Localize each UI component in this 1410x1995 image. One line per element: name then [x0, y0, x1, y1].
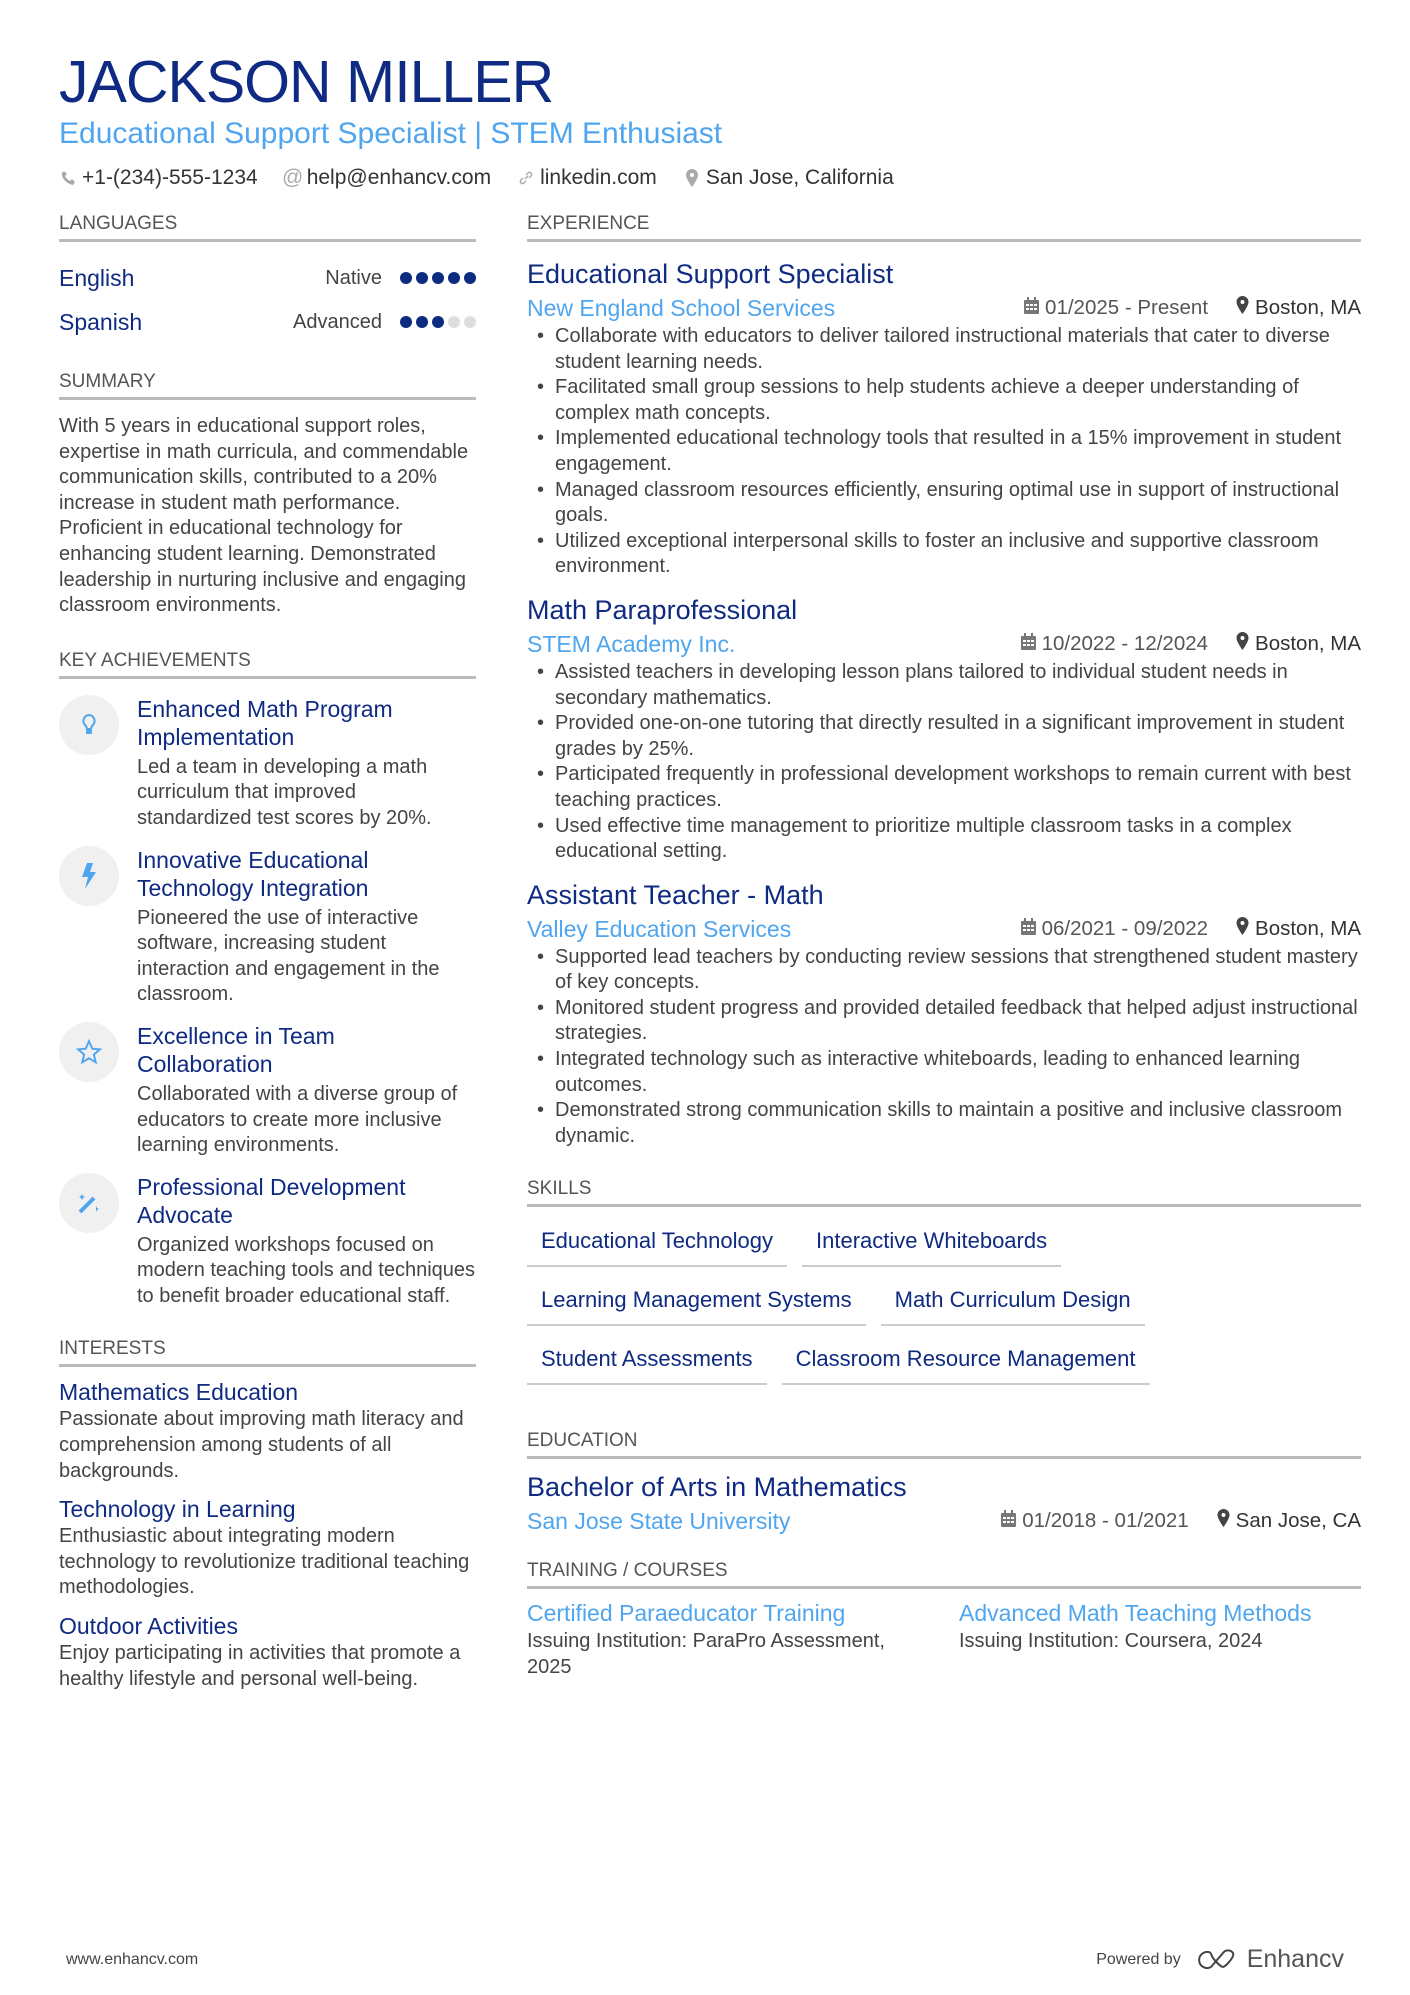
achievement-title: Excellence in Team Collaboration	[137, 1022, 335, 1077]
job-bullet: • Integrated technology such as interactive whiteboards, leading to enhanced learning outcomes.	[527, 1047, 1361, 1098]
job-bullets	[527, 660, 1361, 865]
footer-url[interactable]: www.enhancv.com	[66, 1950, 199, 1968]
job-bullet: • Assisted teachers in developing lesson plans tailored to individual student needs in secondary mathematics.	[527, 660, 1361, 711]
interest-item	[59, 1494, 476, 1601]
rating-dot	[416, 272, 428, 284]
language-rating	[400, 316, 476, 328]
achievement-item	[59, 846, 476, 1008]
calendar-icon	[1024, 292, 1039, 324]
course-item	[959, 1597, 1361, 1680]
summary-heading: SUMMARY	[59, 370, 476, 400]
training-heading: TRAINING / COURSES	[527, 1559, 1361, 1589]
job-bullet: • Monitored student progress and provided detailed feedback that helped adjust instructional strategies.	[527, 996, 1361, 1047]
job-location-text: Boston, MA	[1255, 296, 1361, 319]
job-bullet: • Facilitated small group sessions to help students achieve a deeper understanding of complex math concepts.	[527, 375, 1361, 426]
link-icon	[517, 168, 535, 188]
job-bullets	[527, 324, 1361, 580]
job-dates-text: 01/2025 - Present	[1045, 296, 1209, 319]
location-icon	[1236, 913, 1249, 945]
language-name: Spanish	[59, 308, 143, 335]
interest-title: Mathematics Education	[59, 1379, 299, 1406]
star-icon	[59, 1022, 119, 1082]
phone-icon	[59, 168, 77, 188]
job-entry	[527, 256, 1361, 580]
job-dates-text: 06/2021 - 09/2022	[1041, 916, 1209, 940]
rating-dot	[464, 316, 476, 328]
lightbulb-icon	[59, 695, 119, 755]
skill-tag: Classroom Resource Management	[782, 1339, 1150, 1385]
right-column	[527, 212, 1361, 1681]
course-text: Issuing Institution: Coursera, 2024	[959, 1630, 1263, 1653]
language-level: Advanced	[293, 310, 382, 333]
interest-text: Passionate about improving math literacy and comprehension among students of all backgrounds.	[59, 1408, 464, 1482]
rating-dot	[448, 316, 460, 328]
job-entry	[527, 877, 1361, 1150]
lightning-icon	[59, 846, 119, 906]
brand-name: Enhancv	[1246, 1945, 1344, 1973]
rating-dot	[432, 316, 444, 328]
rating-dot	[464, 272, 476, 284]
job-bullet: • Collaborate with educators to deliver tailored instructional materials that cater to diverse student learning needs.	[527, 324, 1361, 375]
footer	[66, 1945, 1344, 1974]
job-bullet: • Supported lead teachers by conducting review sessions that strengthened student mastery of key concepts.	[527, 945, 1361, 996]
job-bullet: • Used effective time management to prioritize multiple classroom tasks in a complex educational setting.	[527, 814, 1361, 865]
interest-item	[59, 1611, 476, 1692]
job-bullet: • Demonstrated strong communication skills to maintain a positive and inclusive classroom dynamic.	[527, 1098, 1361, 1149]
achievement-item	[59, 695, 476, 832]
job-title: Math Paraprofessional	[527, 594, 798, 625]
linkedin[interactable]: linkedin.com	[540, 166, 657, 189]
skill-tag: Learning Management Systems	[527, 1280, 866, 1326]
language-rating	[400, 272, 476, 284]
achievement-text: Organized workshops focused on modern teaching tools and techniques to benefit broader educational staff.	[137, 1233, 476, 1307]
job-dates	[1021, 913, 1208, 945]
job-entry	[527, 592, 1361, 865]
candidate-name: JACKSON MILLER	[59, 49, 554, 115]
location-icon	[1236, 292, 1249, 324]
interest-text: Enthusiastic about integrating modern technology to revolutionize traditional teaching methodologies.	[59, 1525, 470, 1599]
interest-item	[59, 1377, 476, 1484]
job-dates	[1021, 628, 1208, 660]
skill-tag: Student Assessments	[527, 1339, 767, 1385]
education-location-text: San Jose, CA	[1235, 1509, 1361, 1533]
interests-heading: INTERESTS	[59, 1337, 476, 1367]
experience-list	[527, 256, 1361, 1149]
rating-dot	[432, 272, 444, 284]
calendar-icon	[1001, 1505, 1016, 1537]
interests-list	[59, 1377, 476, 1692]
company: Valley Education Services	[527, 915, 792, 942]
languages-heading: LANGUAGES	[59, 212, 476, 242]
achievements-list	[59, 695, 476, 1310]
interest-title: Outdoor Activities	[59, 1613, 238, 1640]
job-bullet: • Implemented educational technology tools that resulted in a 15% improvement in student engagement.	[527, 426, 1361, 477]
skills-list	[527, 1221, 1287, 1385]
course-title: Advanced Math Teaching Methods	[959, 1600, 1312, 1627]
left-column	[59, 212, 476, 1692]
achievements-heading: KEY ACHIEVEMENTS	[59, 649, 476, 679]
course-text: Issuing Institution: ParaPro Assessment, 2025	[527, 1630, 885, 1679]
candidate-title: Educational Support Specialist | STEM Enthusiast	[59, 117, 723, 150]
experience-heading: EXPERIENCE	[527, 212, 1361, 242]
job-location	[1236, 628, 1361, 660]
achievement-title: Professional Development Advocate	[137, 1173, 406, 1228]
location-icon	[1217, 1505, 1230, 1537]
job-bullet: • Participated frequently in professional development workshops to remain current with best teaching practices.	[527, 762, 1361, 813]
education-dates-text: 01/2018 - 01/2021	[1022, 1509, 1189, 1533]
achievement-item	[59, 1022, 476, 1159]
achievement-title: Innovative Educational Technology Integration	[137, 846, 369, 901]
course-title: Certified Paraeducator Training	[527, 1600, 846, 1627]
achievement-text: Collaborated with a diverse group of educators to create more inclusive learning environments.	[137, 1082, 458, 1157]
skills-heading: SKILLS	[527, 1177, 1361, 1207]
powered-by: Powered by	[1096, 1950, 1181, 1968]
languages-list	[59, 256, 476, 344]
achievement-text: Pioneered the use of interactive software, increasing student interaction and engagement in the classroom.	[137, 906, 440, 1006]
job-dates-text: 10/2022 - 12/2024	[1041, 631, 1209, 655]
interest-title: Technology in Learning	[59, 1496, 296, 1523]
email[interactable]: help@enhancv.com	[306, 166, 492, 189]
summary-text: With 5 years in educational support roles, expertise in math curricula, and commendable communication skills, contributed to a 20% increase in student math performance. Proficient in educational technology for enhancing student learning. Demonstrated leadership in nurturing inclusive and engaging classroom environments.	[59, 415, 469, 617]
location-icon	[683, 168, 701, 188]
enhancv-logo	[1195, 1945, 1344, 1974]
achievement-title: Enhanced Math Program Implementation	[137, 695, 393, 750]
skill-tag: Math Curriculum Design	[881, 1280, 1145, 1326]
achievement-text: Led a team in developing a math curriculum that improved standardized test scores by 20%.	[137, 755, 432, 829]
job-dates	[1024, 292, 1208, 324]
course-item	[527, 1597, 929, 1680]
phone: +1-(234)-555-1234	[82, 166, 258, 189]
skill-tag: Educational Technology	[527, 1221, 787, 1267]
education-dates	[1001, 1505, 1188, 1537]
job-bullet: • Managed classroom resources efficiently, ensuring optimal use in support of instructional goals.	[527, 478, 1361, 529]
language-level: Native	[325, 266, 382, 289]
degree: Bachelor of Arts in Mathematics	[527, 1472, 907, 1503]
job-location	[1236, 292, 1361, 324]
language-item	[59, 256, 476, 300]
education-heading: EDUCATION	[527, 1429, 1361, 1459]
rating-dot	[400, 272, 412, 284]
location-icon	[1236, 628, 1249, 660]
rating-dot	[400, 316, 412, 328]
language-item	[59, 300, 476, 344]
rating-dot	[416, 316, 428, 328]
calendar-icon	[1021, 628, 1036, 660]
achievement-item	[59, 1173, 476, 1310]
company: STEM Academy Inc.	[527, 630, 736, 657]
job-title: Educational Support Specialist	[527, 259, 894, 289]
job-location-text: Boston, MA	[1255, 916, 1361, 940]
language-name: English	[59, 264, 135, 291]
job-bullet: • Utilized exceptional interpersonal skills to foster an inclusive and supportive classroom environment.	[527, 529, 1361, 580]
school: San Jose State University	[527, 1508, 791, 1535]
education-location	[1217, 1505, 1361, 1537]
at-icon: @	[282, 166, 304, 189]
resume-header	[59, 48, 1360, 190]
location: San Jose, California	[705, 166, 894, 189]
magic-wand-icon	[59, 1173, 119, 1233]
job-bullet: • Provided one-on-one tutoring that directly resulted in a significant improvement in student grades by 25%.	[527, 711, 1361, 762]
job-bullets	[527, 945, 1361, 1150]
courses-list	[527, 1597, 1361, 1680]
calendar-icon	[1021, 913, 1036, 945]
job-title: Assistant Teacher - Math	[527, 879, 824, 910]
job-location-text: Boston, MA	[1255, 631, 1361, 655]
rating-dot	[448, 272, 460, 284]
enhancv-logo-icon	[1195, 1948, 1241, 1972]
contact-info	[59, 166, 1360, 190]
job-location	[1236, 913, 1361, 945]
interest-text: Enjoy participating in activities that promote a healthy lifestyle and personal well-being.	[59, 1642, 461, 1690]
skill-tag: Interactive Whiteboards	[802, 1221, 1061, 1267]
company: New England School Services	[527, 295, 836, 321]
